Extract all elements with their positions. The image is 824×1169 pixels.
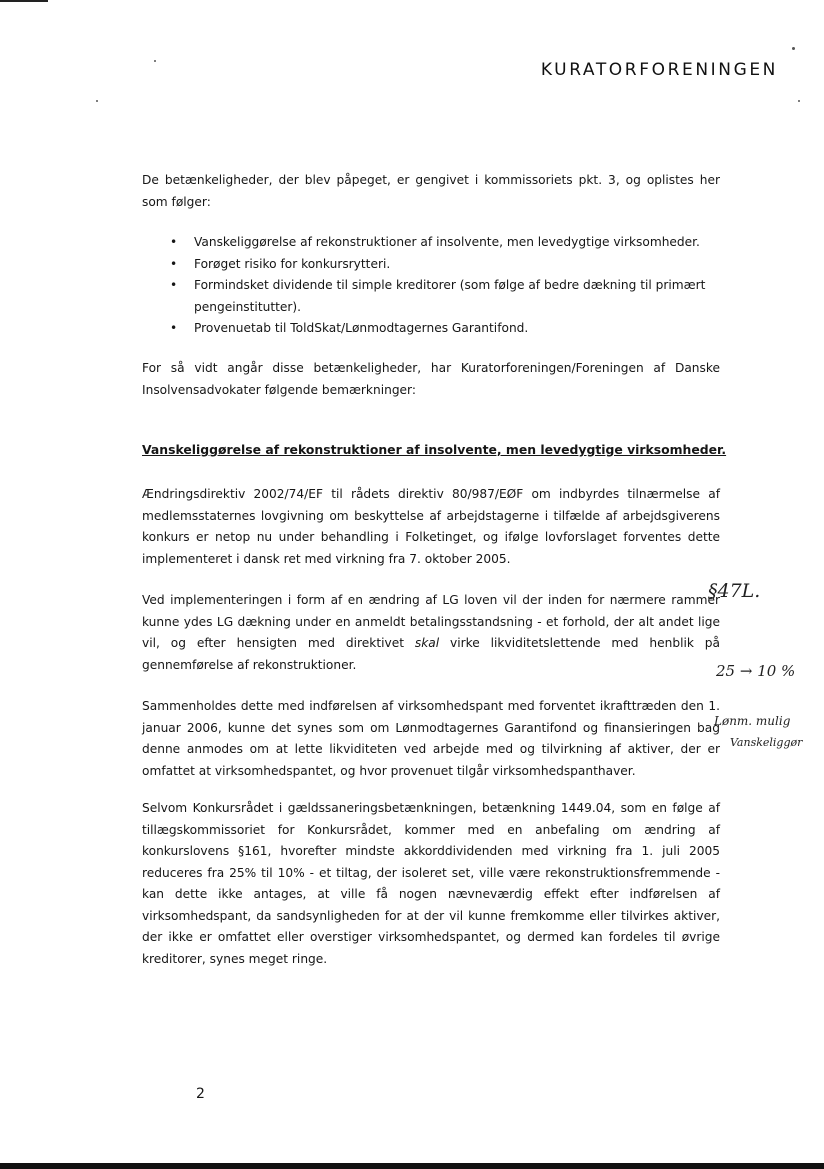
handwritten-note: §47L.: [708, 580, 761, 602]
list-item: • Forøget risiko for konkursrytteri.: [170, 254, 722, 276]
bullet-icon: •: [170, 321, 178, 335]
scan-speck: [798, 100, 800, 102]
emphasis-word: skal: [414, 636, 440, 650]
header-organization-name: KURATORFORENINGEN: [540, 60, 778, 80]
page-number: 2: [196, 1086, 205, 1102]
scan-speck: [96, 100, 98, 102]
list-item: • Formindsket dividende til simple kreditorer (som følge af bedre dækning til primært pengeinstitutter).: [170, 275, 722, 318]
handwritten-note: 25 → 10 %: [716, 662, 796, 680]
list-item: • Provenuetab til ToldSkat/Lønmodtagernes Garantifond.: [170, 318, 722, 340]
bottom-edge-rule: [0, 1163, 824, 1169]
bullet-icon: •: [170, 256, 178, 271]
concerns-list: [170, 232, 722, 340]
list-item: • Vanskeliggørelse af rekonstruktioner af insolvente, men levedygtige virksomheder.: [170, 232, 722, 254]
handwritten-note: Vanskeliggør: [730, 736, 803, 749]
paragraph-bankruptcy-council: Selvom Konkursrådet i gældssaneringsbetænkningen, betænkning 1449.04, som en følge af tillægskommissoriet for Konkursrådet, kommer med en anbefaling om ændring af konkurslovens §161, hvorefter mindste akkorddividenden med virkning fra 1. juli 2005 reduceres fra 25% til 10% - et tiltag, der isoleret set, ville være rekonstruktionsfremmende - kan dette ikke antages, at ville få nogen nævneværdig effekt efter indførelsen af virksomhedspant, da sandsynligheden for at der vil kunne fremkomme eller tilvirkes aktiver, der ikke er omfattet eller overstiger virksomhedspantet, og dermed kan fordeles til øvrige kreditorer, synes meget ringe.: [142, 801, 720, 966]
paragraph-directive: Ændringsdirektiv 2002/74/EF til rådets direktiv 80/987/EØF om indbyrdes tilnærmelse af medlemsstaternes lovgivning om beskyttelse af arbejdstagerne i tilfælde af arbejdsgiverens konkurs er netop nu under behandling i Folketinget, og ifølge lovforslaget forventes dette implementeret i dansk ret med virkning fra 7. oktober 2005.: [142, 487, 720, 566]
scan-speck: [792, 47, 795, 50]
remarks-intro-paragraph: For så vidt angår disse betænkeligheder, har Kuratorforeningen/Foreningen af Danske Insolvensadvokater følgende bemærkninger:: [142, 361, 720, 397]
handwritten-note: Lønm. mulig: [714, 714, 791, 728]
bullet-icon: •: [170, 278, 178, 292]
top-edge-rule: [0, 0, 48, 2]
paragraph-implementation: Ved implementeringen i form af en ændring af LG loven vil der inden for nærmere rammer kunne ydes LG dækning under en anmeldt betalingsstandsning - et forhold, der alt andet lige vil, og efter hensigten med direktivet skal virke likviditetslettende med henblik på gennemførelse af rekonstruktioner.: [142, 593, 721, 672]
scan-speck: [154, 60, 156, 62]
section-heading: Vanskeliggørelse af rekonstruktioner af insolvente, men levedygtige virksomheder.: [142, 442, 727, 457]
paragraph-enterprise-charge: Sammenholdes dette med indførelsen af virksomhedspant med forventet ikrafttræden den 1. januar 2006, kunne det synes som om Lønmodtagernes Garantifond og finansieringen bag denne anmodes om at lette likviditeten ved arbejde med og tilvirkning af aktiver, der er omfattet at virksomhedspantet, og hvor provenuet tilgår virksomhedspanthaver.: [142, 699, 720, 778]
intro-paragraph: De betænkeligheder, der blev påpeget, er gengivet i kommissoriets pkt. 3, og oplistes her som følger:: [142, 173, 720, 209]
bullet-icon: •: [170, 235, 178, 249]
